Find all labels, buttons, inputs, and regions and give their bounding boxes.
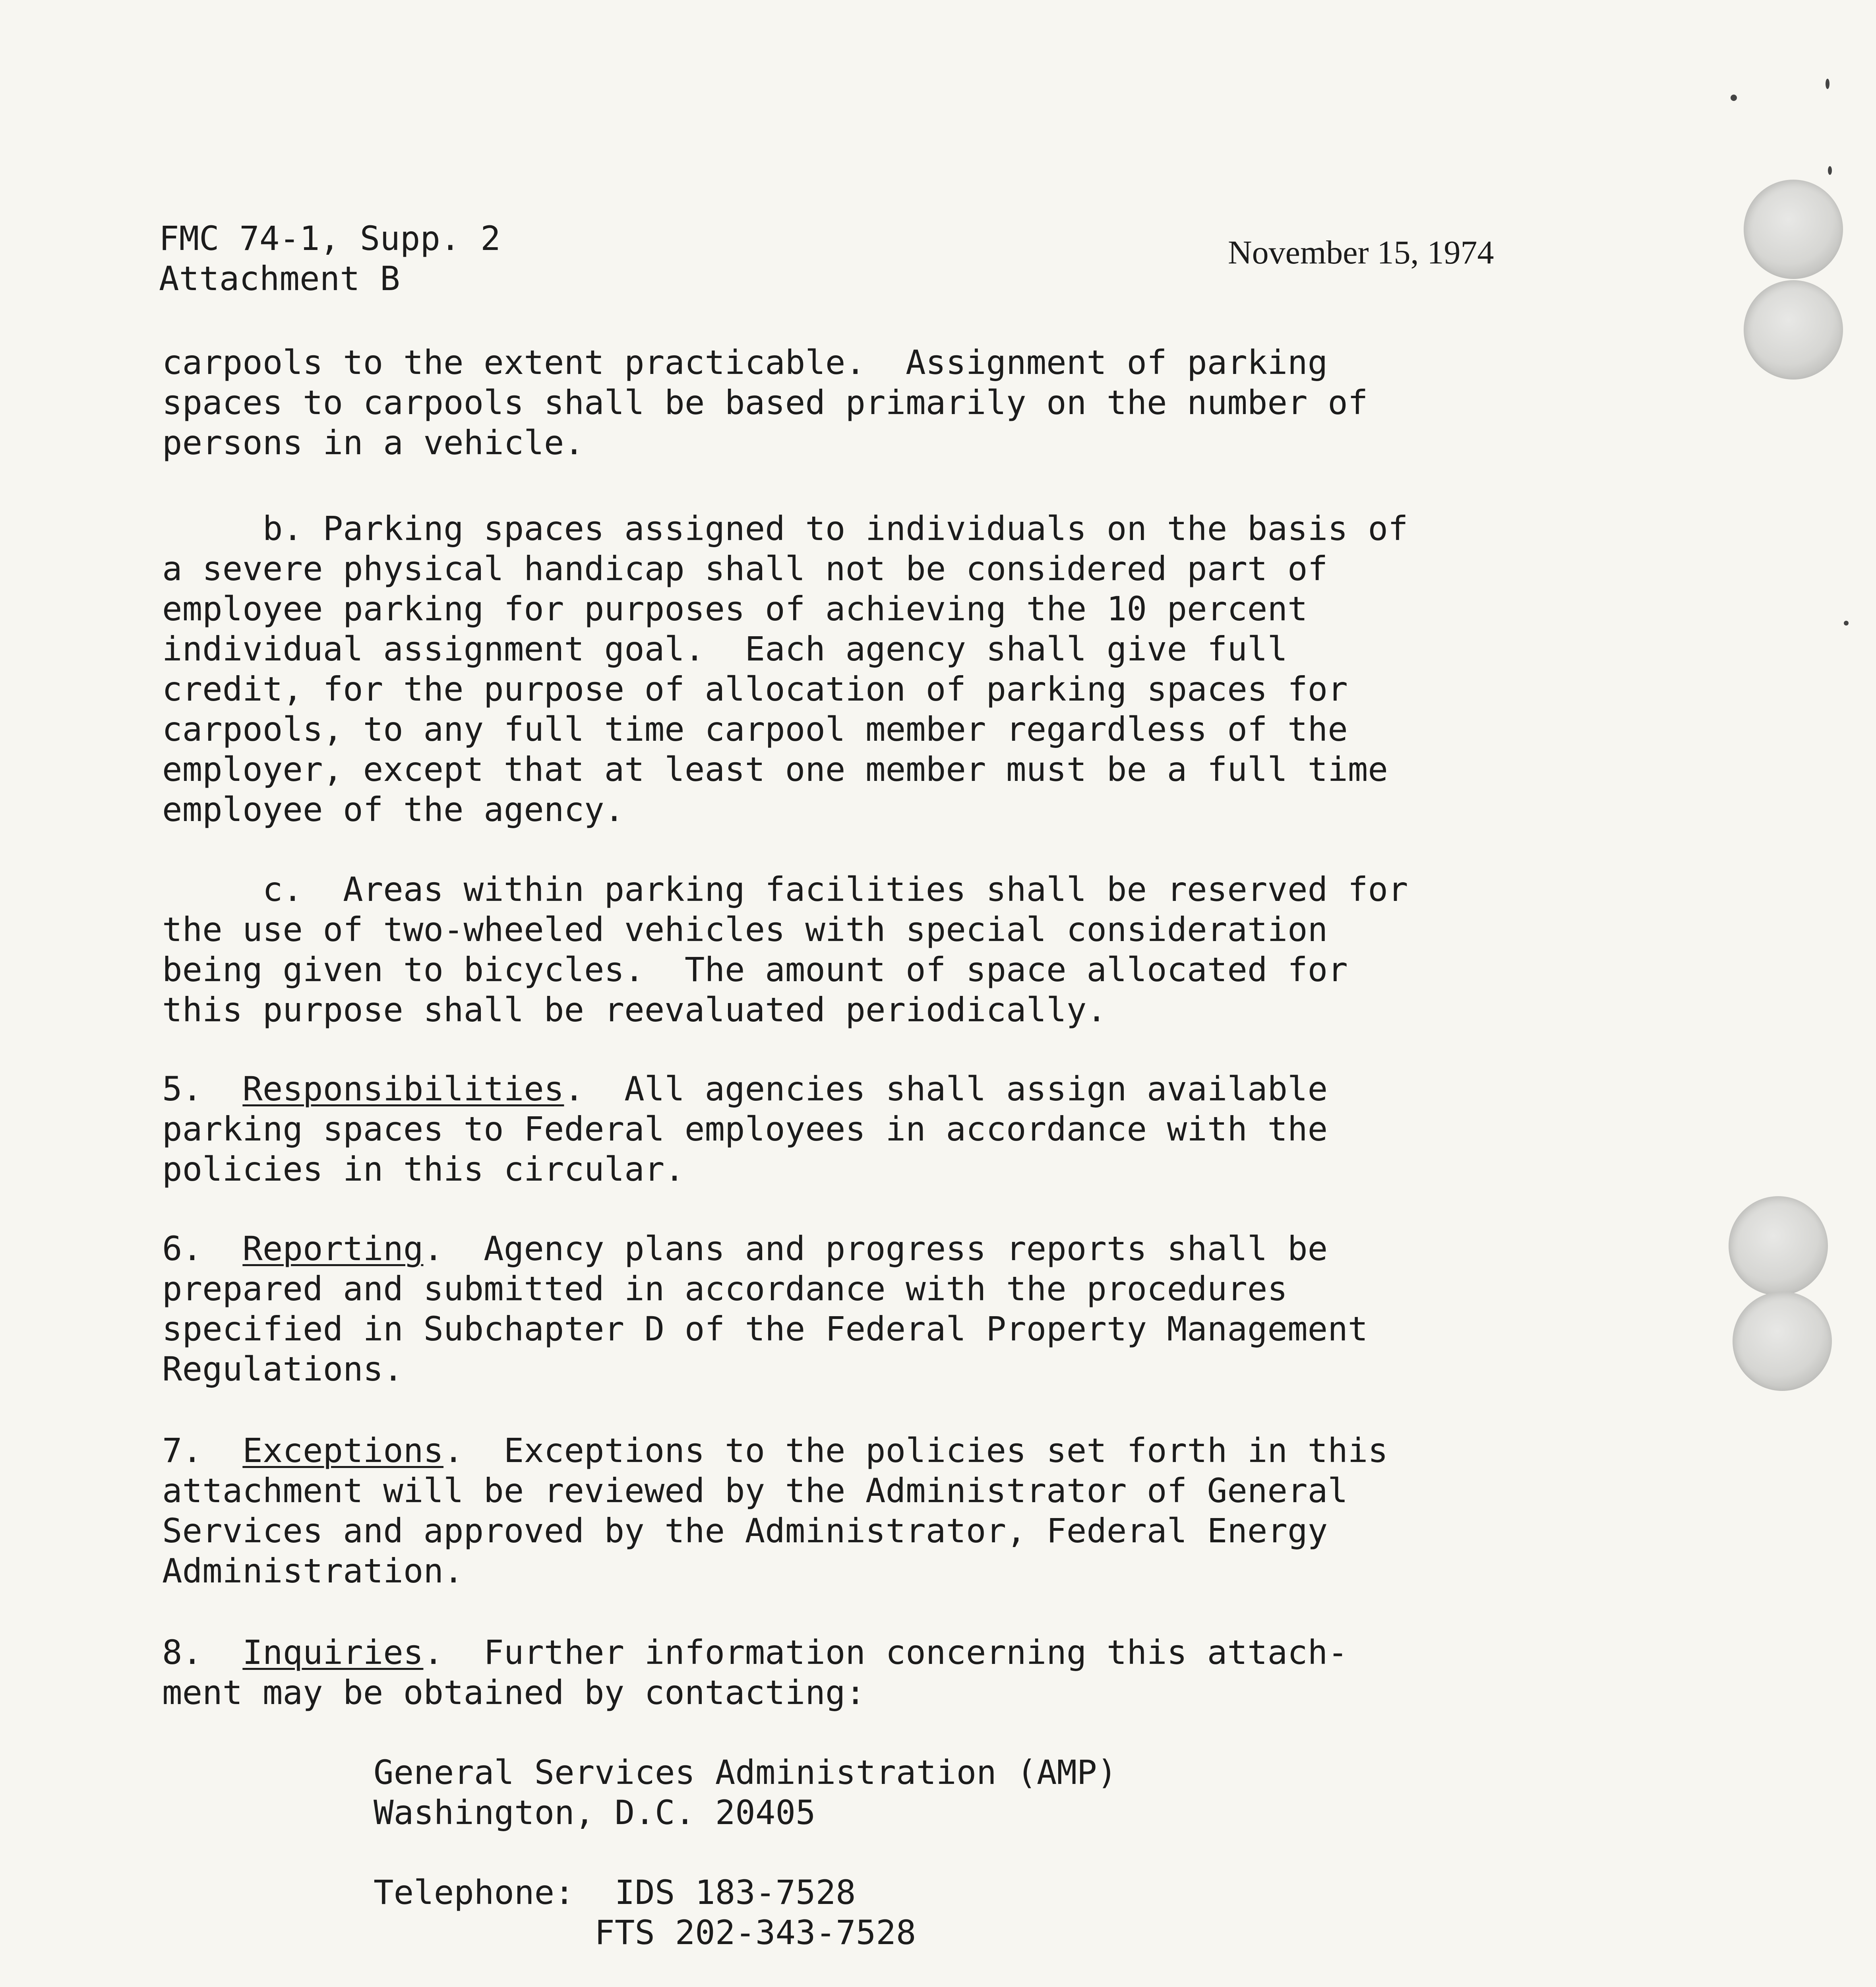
text-line: parking spaces to Federal employees in accordance with the — [162, 1110, 1328, 1148]
punch-hole — [1744, 280, 1843, 380]
text-line: specified in Subchapter D of the Federal Property Management — [162, 1309, 1368, 1348]
text-line: Services and approved by the Administrator, Federal Energy — [162, 1511, 1328, 1550]
text-line: being given to bicycles. The amount of space allocated for — [162, 950, 1348, 989]
document-date: November 15, 1974 — [1228, 234, 1494, 271]
contact-address — [374, 1753, 1117, 1833]
attachment-label: Attachment B — [159, 259, 400, 298]
text-line: . Agency plans and progress reports shall be — [423, 1229, 1328, 1268]
text-line: employee parking for purposes of achieving the 10 percent — [162, 589, 1308, 628]
speck — [1731, 95, 1737, 101]
section-number: 8. — [162, 1633, 243, 1672]
speck — [1844, 621, 1849, 626]
punch-hole — [1733, 1292, 1832, 1391]
contact-telephone — [374, 1873, 916, 1953]
text-line: policies in this circular. — [162, 1150, 685, 1189]
text-line: . All agencies shall assign available — [564, 1069, 1328, 1108]
text-line: employer, except that at least one member must be a full time — [162, 750, 1388, 789]
section-7-exceptions — [162, 1431, 1388, 1591]
text-line: c. Areas within parking facilities shall be reserved for — [162, 870, 1408, 909]
section-title: Inquiries — [242, 1633, 424, 1672]
section-8-inquiries — [162, 1633, 1348, 1713]
speck — [1826, 79, 1830, 89]
paragraph-c — [162, 870, 1408, 1030]
text-line: Regulations. — [162, 1350, 403, 1389]
text-line: the use of two-wheeled vehicles with special consideration — [162, 910, 1328, 949]
contact-organization: General Services Administration (AMP) — [374, 1753, 1117, 1792]
text-line: this purpose shall be reevaluated periodically. — [162, 990, 1107, 1029]
text-line: b. Parking spaces assigned to individuals on the basis of — [162, 509, 1408, 548]
section-title: Responsibilities — [242, 1069, 564, 1108]
text-line: prepared and submitted in accordance with the procedures — [162, 1269, 1288, 1308]
section-title: Reporting — [242, 1229, 424, 1268]
document-header-left — [159, 219, 501, 299]
telephone-fts: FTS 202-343-7528 — [594, 1913, 916, 1952]
contact-city: Washington, D.C. 20405 — [374, 1793, 816, 1832]
doc-id: FMC 74-1, Supp. 2 — [159, 219, 501, 258]
text-line: employee of the agency. — [162, 790, 625, 829]
text-line: carpools, to any full time carpool member regardless of the — [162, 710, 1348, 749]
text-line: carpools to the extent practicable. Assignment of parking — [162, 343, 1328, 382]
section-5-responsibilities — [162, 1069, 1328, 1189]
text-line: persons in a vehicle. — [162, 423, 585, 462]
text-line: . Exceptions to the policies set forth in this — [443, 1431, 1388, 1470]
speck — [1828, 166, 1832, 175]
section-number: 5. — [162, 1069, 243, 1108]
paragraph-carpools — [162, 343, 1368, 463]
section-number: 7. — [162, 1431, 243, 1470]
text-line: spaces to carpools shall be based primarily on the number of — [162, 383, 1368, 422]
text-line: Administration. — [162, 1551, 464, 1590]
text-line: credit, for the purpose of allocation of parking spaces for — [162, 670, 1348, 709]
telephone-ids: IDS 183-7528 — [614, 1873, 856, 1912]
punch-hole — [1744, 180, 1843, 279]
text-line: . Further information concerning this attach- — [423, 1633, 1348, 1672]
section-6-reporting — [162, 1229, 1368, 1389]
text-line: a severe physical handicap shall not be considered part of — [162, 549, 1328, 588]
text-line: ment may be obtained by contacting: — [162, 1673, 866, 1712]
section-number: 6. — [162, 1229, 243, 1268]
section-title: Exceptions — [242, 1431, 444, 1470]
text-line: individual assignment goal. Each agency shall give full — [162, 629, 1288, 668]
text-line: attachment will be reviewed by the Administrator of General — [162, 1471, 1348, 1510]
paragraph-b — [162, 509, 1408, 830]
telephone-label: Telephone: — [374, 1873, 575, 1912]
punch-hole — [1729, 1196, 1828, 1296]
